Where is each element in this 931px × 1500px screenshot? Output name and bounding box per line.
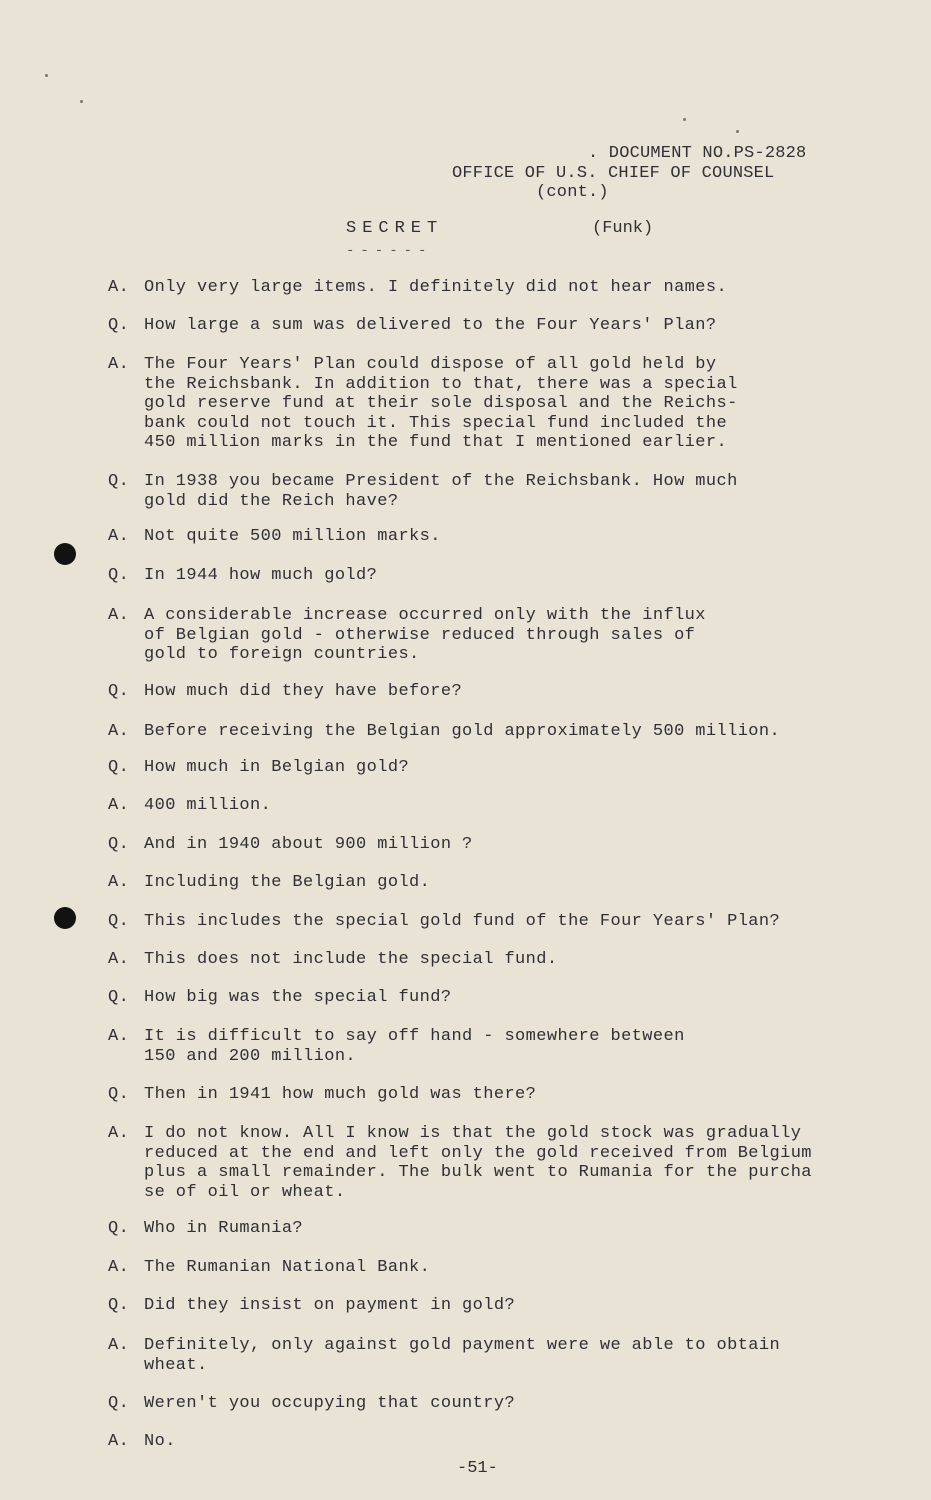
qa-entry-8: [108, 682, 878, 702]
qa-entry-1: [108, 278, 878, 298]
qa-entry-11: [108, 796, 878, 816]
qa-entry-23: [108, 1336, 878, 1375]
qa-text: It is difficult to say off hand - somewhere between 150 and 200 million.: [144, 1027, 685, 1066]
speaker-label: A.: [108, 1432, 130, 1451]
speaker-label: Q.: [108, 1219, 130, 1238]
speaker-label: A.: [108, 722, 130, 741]
qa-text: This includes the special gold fund of the Four Years' Plan?: [144, 912, 781, 931]
qa-entry-2: [108, 316, 878, 336]
qa-entry-20: [108, 1219, 878, 1239]
speaker-label: Q.: [108, 758, 130, 777]
qa-text: Weren't you occupying that country?: [144, 1394, 516, 1413]
speaker-label: A.: [108, 1124, 130, 1143]
qa-entry-6: [108, 566, 878, 586]
qa-text: No.: [144, 1432, 176, 1451]
qa-entry-9: [108, 722, 878, 742]
classification-underline: ------: [346, 243, 433, 259]
qa-entry-15: [108, 950, 878, 970]
speaker-label: Q.: [108, 1085, 130, 1104]
speaker-label: A.: [108, 950, 130, 969]
qa-entry-14: [108, 912, 878, 932]
qa-text: And in 1940 about 900 million ?: [144, 835, 473, 854]
office-line: OFFICE OF U.S. CHIEF OF COUNSEL: [452, 164, 775, 183]
qa-entry-4: [108, 472, 878, 511]
paper-speck: [45, 74, 48, 77]
qa-entry-22: [108, 1296, 878, 1316]
qa-entry-24: [108, 1394, 878, 1414]
qa-text: How much did they have before?: [144, 682, 463, 701]
qa-text: A considerable increase occurred only with the influx of Belgian gold - otherwise reduced through sales of gold to foreign countries.: [144, 606, 706, 664]
qa-entry-21: [108, 1258, 878, 1278]
speaker-label: A.: [108, 1258, 130, 1277]
qa-text: How large a sum was delivered to the Four Years' Plan?: [144, 316, 717, 335]
qa-text: 400 million.: [144, 796, 272, 815]
qa-text: Only very large items. I definitely did not hear names.: [144, 278, 728, 297]
qa-entry-13: [108, 873, 878, 893]
speaker-label: A.: [108, 873, 130, 892]
qa-text: I do not know. All I know is that the gold stock was gradually reduced at the end and left only the gold received from Belgium plus a small remainder. The bulk went to Rumania for the purcha se of oil or wheat.: [144, 1124, 812, 1202]
punch-hole: [54, 907, 76, 929]
speaker-label: A.: [108, 1027, 130, 1046]
subject-label: (Funk): [592, 219, 654, 238]
qa-entry-18: [108, 1085, 878, 1105]
punch-hole: [54, 543, 76, 565]
qa-text: How big was the special fund?: [144, 988, 452, 1007]
speaker-label: Q.: [108, 1296, 130, 1315]
qa-text: The Rumanian National Bank.: [144, 1258, 431, 1277]
document-number: . DOCUMENT NO.PS-2828: [588, 144, 807, 163]
qa-text: In 1938 you became President of the Reichsbank. How much gold did the Reich have?: [144, 472, 738, 511]
qa-text: Who in Rumania?: [144, 1219, 304, 1238]
qa-text: This does not include the special fund.: [144, 950, 558, 969]
speaker-label: Q.: [108, 1394, 130, 1413]
speaker-label: A.: [108, 527, 130, 546]
qa-text: How much in Belgian gold?: [144, 758, 410, 777]
speaker-label: A.: [108, 606, 130, 625]
speaker-label: A.: [108, 278, 130, 297]
qa-text: Did they insist on payment in gold?: [144, 1296, 516, 1315]
qa-text: Definitely, only against gold payment were we able to obtain wheat.: [144, 1336, 781, 1375]
qa-entry-19: [108, 1124, 878, 1202]
qa-text: The Four Years' Plan could dispose of all gold held by the Reichsbank. In addition to that, there was a special gold reserve fund at their sole disposal and the Reichs- bank could not touch it. This special fund included the 450 million marks in the fund that I mentioned earlier.: [144, 355, 738, 452]
continued-label: (cont.): [536, 183, 609, 202]
qa-entry-17: [108, 1027, 878, 1066]
paper-speck: [736, 130, 739, 133]
qa-entry-12: [108, 835, 878, 855]
speaker-label: A.: [108, 796, 130, 815]
qa-text: Then in 1941 how much gold was there?: [144, 1085, 537, 1104]
qa-text: In 1944 how much gold?: [144, 566, 378, 585]
speaker-label: A.: [108, 1336, 130, 1355]
qa-entry-25: [108, 1432, 878, 1452]
speaker-label: Q.: [108, 472, 130, 491]
speaker-label: Q.: [108, 835, 130, 854]
page-number: -51-: [457, 1459, 498, 1478]
speaker-label: Q.: [108, 316, 130, 335]
classification-label: SECRET: [346, 219, 444, 238]
qa-entry-10: [108, 758, 878, 778]
speaker-label: Q.: [108, 682, 130, 701]
qa-entry-3: [108, 355, 878, 453]
qa-entry-5: [108, 527, 878, 547]
speaker-label: Q.: [108, 912, 130, 931]
qa-text: Before receiving the Belgian gold approximately 500 million.: [144, 722, 781, 741]
paper-speck: [80, 100, 83, 103]
qa-entry-7: [108, 606, 878, 665]
paper-speck: [683, 118, 686, 121]
qa-text: Including the Belgian gold.: [144, 873, 431, 892]
speaker-label: Q.: [108, 988, 130, 1007]
qa-text: Not quite 500 million marks.: [144, 527, 441, 546]
speaker-label: Q.: [108, 566, 130, 585]
speaker-label: A.: [108, 355, 130, 374]
qa-entry-16: [108, 988, 878, 1008]
